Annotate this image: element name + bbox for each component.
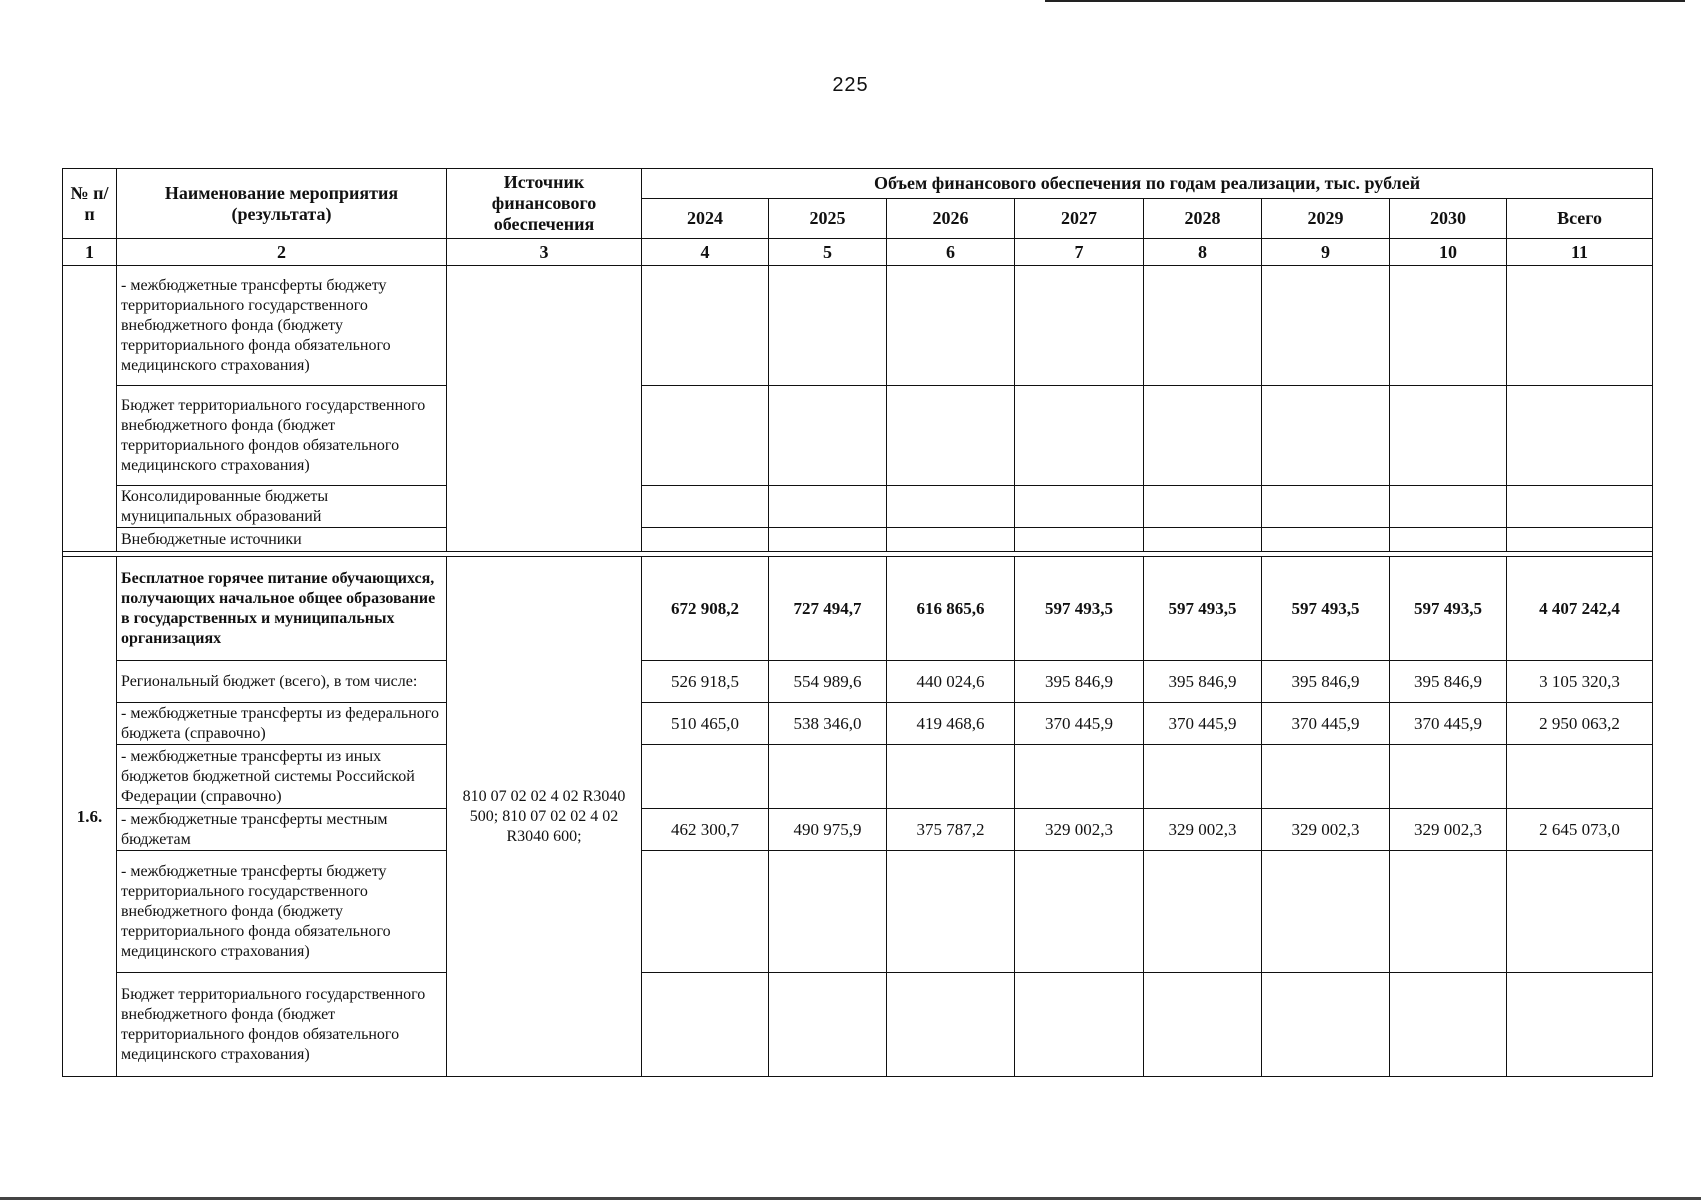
value-cell bbox=[642, 851, 769, 973]
value-cell: 2 950 063,2 bbox=[1507, 703, 1653, 745]
scan-edge-top bbox=[1045, 0, 1685, 2]
header-total: Всего bbox=[1507, 199, 1653, 239]
row-name: Внебюджетные источники bbox=[117, 528, 447, 552]
column-number: 3 bbox=[447, 239, 642, 266]
value-cell bbox=[1144, 973, 1262, 1077]
header-year: 2027 bbox=[1015, 199, 1144, 239]
value-cell bbox=[642, 973, 769, 1077]
value-cell bbox=[1262, 973, 1390, 1077]
table-row bbox=[63, 851, 1653, 973]
column-number: 5 bbox=[769, 239, 887, 266]
value-cell: 616 865,6 bbox=[887, 557, 1015, 661]
header-col-volume: Объем финансового обеспечения по годам реализации, тыс. рублей bbox=[642, 169, 1653, 199]
value-cell: 597 493,5 bbox=[1144, 557, 1262, 661]
value-cell: 510 465,0 bbox=[642, 703, 769, 745]
value-cell: 440 024,6 bbox=[887, 661, 1015, 703]
value-cell: 395 846,9 bbox=[1390, 661, 1507, 703]
value-cell: 538 346,0 bbox=[769, 703, 887, 745]
table-row bbox=[63, 703, 1653, 745]
value-cell: 329 002,3 bbox=[1015, 809, 1144, 851]
row-number-empty bbox=[63, 266, 117, 552]
row-name: Бюджет территориального государственного внебюджетного фонда (бюджет территориального фондов обязательного медицинского страхования) bbox=[117, 973, 447, 1077]
table-row bbox=[63, 266, 1653, 386]
value-cell: 375 787,2 bbox=[887, 809, 1015, 851]
value-cell bbox=[1262, 745, 1390, 809]
value-cell: 554 989,6 bbox=[769, 661, 887, 703]
value-cell: 526 918,5 bbox=[642, 661, 769, 703]
value-cell bbox=[1015, 973, 1144, 1077]
value-cell: 395 846,9 bbox=[1262, 661, 1390, 703]
value-cell bbox=[1390, 745, 1507, 809]
column-number: 10 bbox=[1390, 239, 1507, 266]
value-cell bbox=[769, 973, 887, 1077]
table-row bbox=[63, 486, 1653, 528]
table-row bbox=[63, 809, 1653, 851]
column-number: 7 bbox=[1015, 239, 1144, 266]
row-source-empty bbox=[447, 266, 642, 552]
value-cell: 4 407 242,4 bbox=[1507, 557, 1653, 661]
row-name: - межбюджетные трансферты местным бюджетам bbox=[117, 809, 447, 851]
value-cell bbox=[1262, 851, 1390, 973]
row-source: 810 07 02 02 4 02 R3040 500; 810 07 02 02 4 02 R3040 600; bbox=[447, 557, 642, 1077]
row-number: 1.6. bbox=[63, 557, 117, 1077]
value-cell bbox=[642, 745, 769, 809]
page-number: 225 bbox=[832, 74, 869, 96]
value-cell: 329 002,3 bbox=[1262, 809, 1390, 851]
header-col-name: Наименование мероприятия (результата) bbox=[117, 169, 447, 239]
value-cell: 672 908,2 bbox=[642, 557, 769, 661]
value-cell bbox=[1390, 973, 1507, 1077]
value-cell bbox=[769, 851, 887, 973]
value-cell: 419 468,6 bbox=[887, 703, 1015, 745]
table-row bbox=[63, 745, 1653, 809]
value-cell: 395 846,9 bbox=[1144, 661, 1262, 703]
value-cell: 462 300,7 bbox=[642, 809, 769, 851]
table-row bbox=[63, 661, 1653, 703]
value-cell: 597 493,5 bbox=[1390, 557, 1507, 661]
value-cell: 597 493,5 bbox=[1262, 557, 1390, 661]
row-name: Региональный бюджет (всего), в том числе: bbox=[117, 661, 447, 703]
value-cell bbox=[887, 851, 1015, 973]
header-col-num: № п/п bbox=[63, 169, 117, 239]
column-number: 2 bbox=[117, 239, 447, 266]
header-year: 2026 bbox=[887, 199, 1015, 239]
header-col-source: Источник финансового обеспечения bbox=[447, 169, 642, 239]
value-cell bbox=[887, 745, 1015, 809]
row-name: Консолидированные бюджеты муниципальных образований bbox=[117, 486, 447, 528]
value-cell bbox=[1015, 745, 1144, 809]
header-year: 2024 bbox=[642, 199, 769, 239]
row-name: - межбюджетные трансферты бюджету территориального государственного внебюджетного фонда (бюджету территориального фонда обязательного медицинского страхования) bbox=[117, 851, 447, 973]
value-cell bbox=[769, 745, 887, 809]
row-name: Бюджет территориального государственного внебюджетного фонда (бюджет территориального фондов обязательного медицинского страхования) bbox=[117, 386, 447, 486]
value-cell: 3 105 320,3 bbox=[1507, 661, 1653, 703]
value-cell: 597 493,5 bbox=[1015, 557, 1144, 661]
value-cell bbox=[1507, 973, 1653, 1077]
header-year: 2025 bbox=[769, 199, 887, 239]
column-number: 8 bbox=[1144, 239, 1262, 266]
value-cell bbox=[1015, 851, 1144, 973]
row-name: - межбюджетные трансферты из федерального бюджета (справочно) bbox=[117, 703, 447, 745]
column-number: 6 bbox=[887, 239, 1015, 266]
value-cell bbox=[1144, 851, 1262, 973]
header-year: 2028 bbox=[1144, 199, 1262, 239]
value-cell: 2 645 073,0 bbox=[1507, 809, 1653, 851]
value-cell bbox=[1507, 851, 1653, 973]
row-name: - межбюджетные трансферты бюджету территориального государственного внебюджетного фонда (бюджету территориального фонда обязательного медицинского страхования) bbox=[117, 266, 447, 386]
table-row bbox=[63, 973, 1653, 1077]
value-cell: 370 445,9 bbox=[1262, 703, 1390, 745]
value-cell: 329 002,3 bbox=[1390, 809, 1507, 851]
value-cell bbox=[887, 973, 1015, 1077]
row-name: Бесплатное горячее питание обучающихся, получающих начальное общее образование в государственных и муниципальных организациях bbox=[117, 557, 447, 661]
value-cell: 370 445,9 bbox=[1015, 703, 1144, 745]
column-number: 1 bbox=[63, 239, 117, 266]
column-number-row bbox=[63, 239, 1653, 266]
value-cell: 490 975,9 bbox=[769, 809, 887, 851]
value-cell: 329 002,3 bbox=[1144, 809, 1262, 851]
value-cell: 727 494,7 bbox=[769, 557, 887, 661]
column-number: 4 bbox=[642, 239, 769, 266]
table-row bbox=[63, 528, 1653, 552]
table-row-main bbox=[63, 557, 1653, 661]
header-year: 2029 bbox=[1262, 199, 1390, 239]
value-cell: 370 445,9 bbox=[1390, 703, 1507, 745]
value-cell bbox=[1144, 745, 1262, 809]
column-number: 9 bbox=[1262, 239, 1390, 266]
value-cell: 370 445,9 bbox=[1144, 703, 1262, 745]
table-row bbox=[63, 386, 1653, 486]
column-number: 11 bbox=[1507, 239, 1653, 266]
row-name: - межбюджетные трансферты из иных бюджетов бюджетной системы Российской Федерации (справочно) bbox=[117, 745, 447, 809]
header-year: 2030 bbox=[1390, 199, 1507, 239]
value-cell bbox=[1390, 851, 1507, 973]
value-cell: 395 846,9 bbox=[1015, 661, 1144, 703]
value-cell bbox=[1507, 745, 1653, 809]
budget-table bbox=[62, 168, 1653, 1077]
